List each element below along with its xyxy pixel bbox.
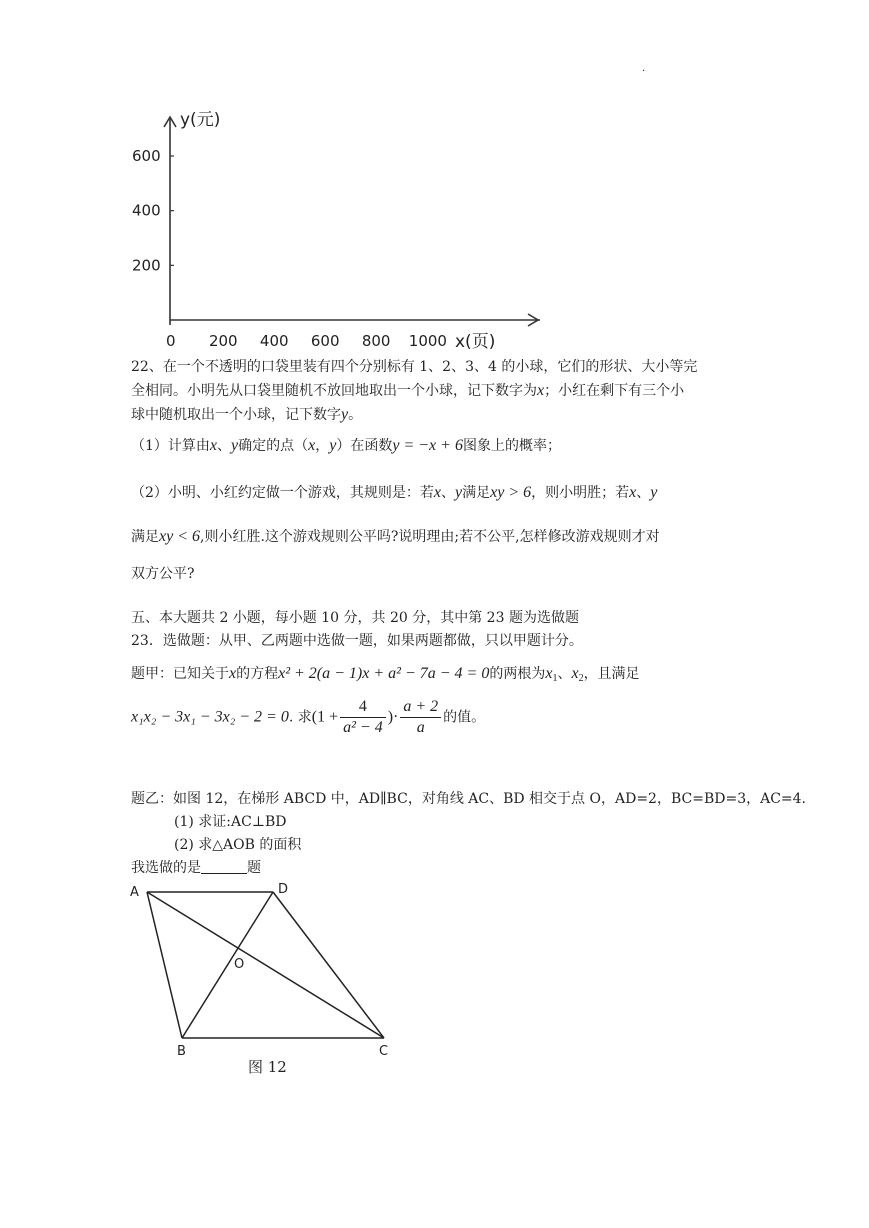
q22-p2-line2-a: 满足 (131, 529, 159, 545)
jia-a: 题甲：已知关于 (131, 666, 229, 682)
q22-p2-c: 满足 (462, 485, 491, 501)
q22-part2-line2 (131, 528, 660, 546)
fraction-4-over-a2-4 (340, 697, 386, 738)
root-x2: $x_2$ (571, 665, 584, 684)
q23-jia-line2 (131, 697, 485, 738)
label-o: O (234, 957, 245, 972)
quadratic-equation: x² + 2(a − 1)x + a² − 7a − 4 = 0 (278, 665, 490, 682)
q22-line3 (131, 406, 362, 424)
fraction-a2-over-a (400, 697, 441, 738)
inequality-gt: xy > 6 (490, 484, 532, 501)
page-dot: · (642, 66, 646, 77)
expr-left: (1 + (311, 708, 339, 726)
q22-line3-end: 。 (348, 407, 363, 423)
label-c: C (379, 1044, 389, 1059)
label-b: B (177, 1044, 186, 1059)
q22-line2 (131, 382, 684, 400)
var-y: y (329, 437, 337, 454)
x-tick-label: 400 (259, 332, 289, 350)
diagonal-ac (147, 892, 384, 1038)
x-axis-label: x(页) (455, 332, 496, 352)
frac1-numerator: 4 (340, 697, 386, 718)
q22-p1-d: ， (315, 438, 330, 454)
q23-yi: 题乙：如图 12，在梯形 ABCD 中，AD∥BC，对角线 AC、BD 相交于点 O，AD=2，BC=BD=3，AC=4. (131, 791, 807, 807)
diagonal-bd (182, 892, 273, 1038)
x-tick-label: 0 (166, 332, 176, 350)
side-dc (273, 892, 384, 1038)
frac2-numerator: a + 2 (400, 697, 441, 718)
side-ab (147, 892, 182, 1038)
var-y: y (341, 406, 349, 423)
root-x1: $x_1$ (545, 665, 558, 684)
choice-label: 我选做的是 (131, 860, 201, 876)
root-x2-base: x (571, 665, 579, 682)
y-tick-label: 200 (132, 256, 161, 275)
q22-part2-line3: 双方公平? (131, 566, 195, 582)
q22-p2-d: ，则小明胜；若 (531, 485, 630, 501)
var-y: y (231, 437, 239, 454)
var-x: x (229, 665, 237, 682)
jia-c: 的两根为 (489, 666, 546, 682)
x-tick-label: 600 (310, 332, 340, 350)
y-tick-label: 600 (132, 147, 161, 166)
x-tick-label: 200 (208, 332, 238, 350)
var-x: x (308, 437, 316, 454)
frac1-denominator: a² − 4 (343, 719, 383, 736)
q23-yi-part2: (2) 求△AOB 的面积 (174, 837, 302, 853)
condition-equation: x₁x₂ − 3x₁ − 3x₂ − 2 = 0 (131, 708, 289, 726)
q22-p2-e: 、 (636, 485, 651, 501)
q22-p2-b: 、 (441, 485, 456, 501)
function-expression: y = −x + 6 (392, 437, 463, 454)
jia2-b: 的值。 (443, 709, 486, 726)
q23-intro: 23．选做题：从甲、乙两题中选做一题，如果两题都做，只以甲题计分。 (131, 633, 583, 649)
q22-p1-e: ）在函数 (336, 438, 393, 454)
jia-e: ，且满足 (583, 666, 640, 682)
q22-p1-a: （1）计算由 (131, 438, 210, 454)
q22-p2-line2-b: ,则小红胜.这个游戏规则公平吗?说明理由;若不公平,怎样修改游戏规则才对 (200, 529, 660, 545)
frac2-denominator: a (416, 719, 425, 736)
coordinate-chart (120, 105, 540, 355)
q22-part2 (131, 484, 657, 502)
y-tick-label: 400 (132, 201, 161, 220)
x-tick-label: 800 (361, 332, 391, 350)
q22-line3-text: 球中随机取出一个小球，记下数字 (131, 407, 341, 423)
q23-jia-line1 (131, 665, 640, 688)
q22-part1 (131, 437, 561, 455)
q22-p2-a: （2）小明、小红约定做一个游戏，其规则是：若 (131, 485, 434, 501)
label-d: D (278, 882, 289, 897)
jia2-a: . 求 (288, 709, 312, 726)
trapezoid-figure (120, 875, 410, 1075)
q22-line1: 22、在一个不透明的口袋里装有四个分别标有 1、2、3、4 的小球，它们的形状、大小等完 (131, 359, 698, 375)
jia-b: 的方程 (236, 666, 279, 682)
figure-caption: 图 12 (248, 1058, 287, 1076)
var-x: x (433, 484, 442, 501)
q22-p1-c: 确定的点（ (238, 438, 309, 454)
root-x1-base: x (545, 665, 553, 682)
label-a: A (130, 885, 139, 900)
var-x: x (209, 437, 218, 454)
jia-d: 、 (557, 666, 572, 682)
var-y: y (650, 484, 658, 501)
section-5-heading: 五、本大题共 2 小题，每小题 10 分，共 20 分，其中第 23 题为选做题 (131, 610, 579, 626)
q22-line2-text-b: ；小红在剩下有三个小 (544, 383, 685, 399)
q22-p1-f: 图象上的概率； (462, 438, 561, 454)
x-tick-label: 1000 (408, 332, 447, 350)
var-x: x (629, 484, 637, 501)
q23-yi-part1: (1) 求证:AC⊥BD (174, 814, 287, 830)
inequality-lt: xy < 6 (159, 528, 200, 545)
q22-line2-text: 全相同。小明先从口袋里随机不放回地取出一个小球，记下数字为 (131, 383, 537, 399)
var-x: x (537, 382, 545, 399)
choice-suffix: 题 (247, 860, 261, 876)
var-y: y (455, 484, 463, 501)
expr-mid: )· (387, 708, 399, 726)
choice-blank[interactable] (201, 859, 247, 874)
q22-p1-b: 、 (217, 438, 232, 454)
y-axis-label: y(元) (180, 110, 221, 130)
